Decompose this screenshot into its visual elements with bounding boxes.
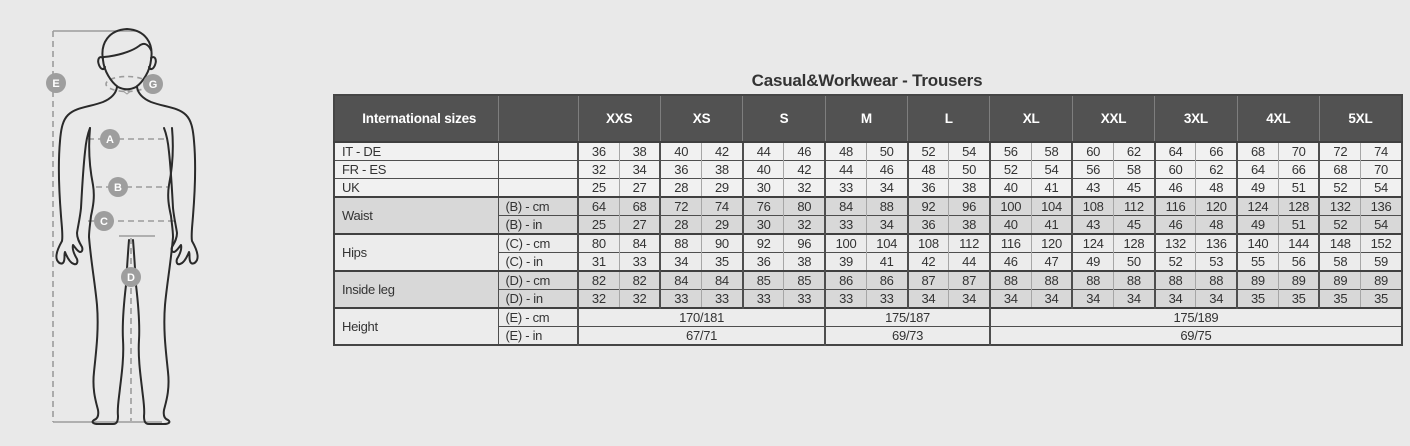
size-column-header: XS — [660, 95, 742, 142]
size-value-cell: 104 — [866, 234, 907, 253]
size-value-cell: 76 — [743, 197, 784, 216]
size-value-cell: 132 — [1319, 197, 1360, 216]
unit-label-cell: (C) - cm — [498, 234, 578, 253]
table-row — [334, 197, 1402, 216]
size-value-cell: 40 — [660, 142, 701, 161]
size-value-cell: 46 — [866, 161, 907, 179]
size-value-cell: 148 — [1319, 234, 1360, 253]
size-value-cell: 58 — [1319, 253, 1360, 272]
size-value-cell: 33 — [743, 290, 784, 309]
marker-A-label: A — [106, 134, 114, 146]
size-value-cell: 46 — [990, 253, 1031, 272]
size-value-cell: 69/73 — [825, 327, 990, 346]
size-value-cell: 86 — [825, 271, 866, 290]
unit-label-cell — [498, 142, 578, 161]
size-value-cell: 32 — [619, 290, 660, 309]
size-value-cell: 85 — [743, 271, 784, 290]
size-value-cell: 67/71 — [578, 327, 825, 346]
table-row — [334, 161, 1402, 179]
size-value-cell: 72 — [660, 197, 701, 216]
size-value-cell: 40 — [990, 179, 1031, 198]
size-value-cell: 62 — [1114, 142, 1155, 161]
size-value-cell: 43 — [1072, 179, 1113, 198]
size-value-cell: 36 — [908, 216, 949, 235]
row-label-cell: Waist — [334, 197, 498, 234]
size-value-cell: 34 — [1072, 290, 1113, 309]
size-value-cell: 104 — [1031, 197, 1072, 216]
size-value-cell: 27 — [619, 179, 660, 198]
left-arm-outline — [56, 87, 117, 264]
size-value-cell: 36 — [660, 161, 701, 179]
size-value-cell: 33 — [784, 290, 825, 309]
size-value-cell: 64 — [1237, 161, 1278, 179]
marker-B-label: B — [114, 182, 122, 194]
size-value-cell: 36 — [578, 142, 619, 161]
size-value-cell: 88 — [1072, 271, 1113, 290]
size-value-cell: 36 — [908, 179, 949, 198]
marker-G-label: G — [148, 79, 158, 91]
header-empty-cell — [498, 95, 578, 142]
size-value-cell: 59 — [1361, 253, 1402, 272]
size-value-cell: 80 — [578, 234, 619, 253]
size-value-cell: 88 — [990, 271, 1031, 290]
size-value-cell: 89 — [1361, 271, 1402, 290]
size-value-cell: 48 — [825, 142, 866, 161]
size-value-cell: 42 — [702, 142, 743, 161]
size-value-cell: 51 — [1278, 179, 1319, 198]
size-value-cell: 35 — [1278, 290, 1319, 309]
size-value-cell: 27 — [619, 216, 660, 235]
size-value-cell: 69/75 — [990, 327, 1402, 346]
size-value-cell: 120 — [1196, 197, 1237, 216]
size-value-cell: 136 — [1361, 197, 1402, 216]
size-column-header: M — [825, 95, 907, 142]
size-value-cell: 34 — [1155, 290, 1196, 309]
size-value-cell: 34 — [1031, 290, 1072, 309]
size-value-cell: 33 — [825, 216, 866, 235]
size-value-cell: 88 — [1196, 271, 1237, 290]
size-value-cell: 100 — [825, 234, 866, 253]
size-value-cell: 68 — [1237, 142, 1278, 161]
size-value-cell: 45 — [1114, 216, 1155, 235]
size-value-cell: 30 — [743, 179, 784, 198]
unit-label-cell: (D) - cm — [498, 271, 578, 290]
size-value-cell: 108 — [1072, 197, 1113, 216]
size-value-cell: 108 — [908, 234, 949, 253]
size-column-header: S — [743, 95, 825, 142]
size-value-cell: 35 — [1319, 290, 1360, 309]
size-value-cell: 34 — [866, 179, 907, 198]
size-column-header: L — [908, 95, 990, 142]
size-value-cell: 140 — [1237, 234, 1278, 253]
size-value-cell: 34 — [619, 161, 660, 179]
size-value-cell: 58 — [1114, 161, 1155, 179]
marker-B-badge — [108, 177, 128, 197]
size-value-cell: 54 — [1361, 179, 1402, 198]
size-value-cell: 56 — [1072, 161, 1113, 179]
size-value-cell: 84 — [702, 271, 743, 290]
marker-D-label: D — [127, 272, 135, 284]
size-value-cell: 51 — [1278, 216, 1319, 235]
size-value-cell: 112 — [1114, 197, 1155, 216]
size-value-cell: 25 — [578, 216, 619, 235]
size-value-cell: 88 — [660, 234, 701, 253]
size-value-cell: 48 — [1196, 216, 1237, 235]
size-value-cell: 34 — [908, 290, 949, 309]
size-value-cell: 34 — [990, 290, 1031, 309]
size-value-cell: 58 — [1031, 142, 1072, 161]
size-value-cell: 32 — [784, 216, 825, 235]
size-value-cell: 116 — [1155, 197, 1196, 216]
size-value-cell: 35 — [1361, 290, 1402, 309]
size-value-cell: 41 — [866, 253, 907, 272]
size-value-cell: 88 — [1114, 271, 1155, 290]
size-value-cell: 68 — [619, 197, 660, 216]
size-value-cell: 33 — [660, 290, 701, 309]
size-value-cell: 44 — [743, 142, 784, 161]
size-value-cell: 41 — [1031, 179, 1072, 198]
size-value-cell: 46 — [1155, 179, 1196, 198]
size-value-cell: 84 — [825, 197, 866, 216]
size-value-cell: 29 — [702, 216, 743, 235]
size-value-cell: 136 — [1196, 234, 1237, 253]
size-value-cell: 87 — [949, 271, 990, 290]
size-value-cell: 62 — [1196, 161, 1237, 179]
size-value-cell: 44 — [825, 161, 866, 179]
size-table — [333, 94, 1403, 346]
size-value-cell: 32 — [784, 179, 825, 198]
size-value-cell: 29 — [702, 179, 743, 198]
table-row — [334, 308, 1402, 327]
size-value-cell: 33 — [825, 290, 866, 309]
size-value-cell: 40 — [743, 161, 784, 179]
size-value-cell: 55 — [1237, 253, 1278, 272]
size-value-cell: 35 — [702, 253, 743, 272]
table-header-row — [334, 95, 1402, 142]
size-value-cell: 28 — [660, 179, 701, 198]
unit-label-cell: (E) - cm — [498, 308, 578, 327]
size-value-cell: 32 — [578, 161, 619, 179]
size-value-cell: 52 — [908, 142, 949, 161]
size-value-cell: 60 — [1155, 161, 1196, 179]
size-value-cell: 170/181 — [578, 308, 825, 327]
size-value-cell: 44 — [949, 253, 990, 272]
size-value-cell: 46 — [1155, 216, 1196, 235]
size-value-cell: 43 — [1072, 216, 1113, 235]
marker-D-badge — [121, 267, 141, 287]
size-value-cell: 34 — [866, 216, 907, 235]
header-international-sizes: International sizes — [334, 95, 498, 142]
size-value-cell: 42 — [908, 253, 949, 272]
marker-A-badge — [100, 129, 120, 149]
size-value-cell: 45 — [1114, 179, 1155, 198]
row-label-cell: Height — [334, 308, 498, 345]
marker-C-label: C — [100, 216, 108, 228]
size-column-header: XXS — [578, 95, 660, 142]
size-value-cell: 112 — [949, 234, 990, 253]
size-value-cell: 41 — [1031, 216, 1072, 235]
size-value-cell: 175/189 — [990, 308, 1402, 327]
table-title: Casual&Workwear - Trousers — [751, 71, 983, 90]
size-value-cell: 33 — [619, 253, 660, 272]
size-value-cell: 64 — [1155, 142, 1196, 161]
size-value-cell: 54 — [1031, 161, 1072, 179]
size-value-cell: 80 — [784, 197, 825, 216]
body-outline — [56, 29, 197, 424]
size-value-cell: 84 — [619, 234, 660, 253]
size-value-cell: 82 — [578, 271, 619, 290]
size-value-cell: 31 — [578, 253, 619, 272]
size-value-cell: 100 — [990, 197, 1031, 216]
size-value-cell: 89 — [1237, 271, 1278, 290]
size-value-cell: 74 — [702, 197, 743, 216]
size-value-cell: 50 — [949, 161, 990, 179]
size-value-cell: 52 — [990, 161, 1031, 179]
size-value-cell: 124 — [1237, 197, 1278, 216]
size-value-cell: 47 — [1031, 253, 1072, 272]
size-value-cell: 49 — [1237, 179, 1278, 198]
row-label-cell: IT - DE — [334, 142, 498, 161]
size-value-cell: 36 — [743, 253, 784, 272]
table-body — [334, 142, 1402, 345]
unit-label-cell: (D) - in — [498, 290, 578, 309]
size-value-cell: 30 — [743, 216, 784, 235]
size-value-cell: 124 — [1072, 234, 1113, 253]
size-value-cell: 52 — [1319, 179, 1360, 198]
size-value-cell: 38 — [949, 179, 990, 198]
size-value-cell: 42 — [784, 161, 825, 179]
unit-label-cell: (B) - cm — [498, 197, 578, 216]
size-value-cell: 96 — [784, 234, 825, 253]
size-value-cell: 92 — [908, 197, 949, 216]
size-value-cell: 34 — [949, 290, 990, 309]
size-value-cell: 38 — [784, 253, 825, 272]
size-value-cell: 66 — [1196, 142, 1237, 161]
size-value-cell: 72 — [1319, 142, 1360, 161]
size-value-cell: 49 — [1237, 216, 1278, 235]
size-value-cell: 90 — [702, 234, 743, 253]
size-value-cell: 64 — [578, 197, 619, 216]
size-value-cell: 52 — [1319, 216, 1360, 235]
size-value-cell: 88 — [1155, 271, 1196, 290]
body-measurement-diagram — [0, 0, 270, 446]
size-value-cell: 34 — [1196, 290, 1237, 309]
marker-E-badge — [46, 73, 66, 93]
row-label-cell: Inside leg — [334, 271, 498, 308]
size-value-cell: 56 — [1278, 253, 1319, 272]
size-value-cell: 54 — [949, 142, 990, 161]
size-value-cell: 50 — [866, 142, 907, 161]
neck-measure-tick — [123, 90, 131, 94]
marker-E-label: E — [52, 78, 60, 90]
size-value-cell: 48 — [908, 161, 949, 179]
table-row — [334, 179, 1402, 198]
size-value-cell: 39 — [825, 253, 866, 272]
size-value-cell: 89 — [1278, 271, 1319, 290]
size-column-header: 5XL — [1319, 95, 1401, 142]
size-value-cell: 82 — [619, 271, 660, 290]
size-value-cell: 88 — [1031, 271, 1072, 290]
size-value-cell: 87 — [908, 271, 949, 290]
right-arm-outline — [137, 87, 198, 264]
size-value-cell: 52 — [1155, 253, 1196, 272]
size-column-header: 3XL — [1155, 95, 1237, 142]
size-value-cell: 34 — [1114, 290, 1155, 309]
size-value-cell: 120 — [1031, 234, 1072, 253]
size-value-cell: 86 — [866, 271, 907, 290]
unit-label-cell — [498, 161, 578, 179]
size-value-cell: 66 — [1278, 161, 1319, 179]
size-value-cell: 46 — [784, 142, 825, 161]
marker-C-badge — [94, 211, 114, 231]
table-row — [334, 271, 1402, 290]
unit-label-cell — [498, 179, 578, 198]
size-value-cell: 68 — [1319, 161, 1360, 179]
row-label-cell: FR - ES — [334, 161, 498, 179]
size-value-cell: 116 — [990, 234, 1031, 253]
size-value-cell: 132 — [1155, 234, 1196, 253]
size-table-section — [333, 71, 1401, 346]
unit-label-cell: (C) - in — [498, 253, 578, 272]
size-column-header: XL — [990, 95, 1072, 142]
size-value-cell: 53 — [1196, 253, 1237, 272]
row-label-cell: UK — [334, 179, 498, 198]
size-value-cell: 28 — [660, 216, 701, 235]
size-value-cell: 85 — [784, 271, 825, 290]
size-value-cell: 34 — [660, 253, 701, 272]
size-value-cell: 50 — [1114, 253, 1155, 272]
size-value-cell: 33 — [866, 290, 907, 309]
marker-G-badge — [143, 74, 163, 94]
size-value-cell: 56 — [990, 142, 1031, 161]
size-column-header: 4XL — [1237, 95, 1319, 142]
size-value-cell: 96 — [949, 197, 990, 216]
size-value-cell: 33 — [825, 179, 866, 198]
row-label-cell: Hips — [334, 234, 498, 271]
size-value-cell: 92 — [743, 234, 784, 253]
table-row — [334, 142, 1402, 161]
size-value-cell: 33 — [702, 290, 743, 309]
hair-line — [104, 44, 151, 57]
size-value-cell: 38 — [949, 216, 990, 235]
size-value-cell: 70 — [1278, 142, 1319, 161]
size-value-cell: 152 — [1361, 234, 1402, 253]
size-value-cell: 128 — [1278, 197, 1319, 216]
size-value-cell: 35 — [1237, 290, 1278, 309]
size-column-header: XXL — [1072, 95, 1154, 142]
size-value-cell: 40 — [990, 216, 1031, 235]
size-value-cell: 84 — [660, 271, 701, 290]
size-value-cell: 70 — [1361, 161, 1402, 179]
size-value-cell: 54 — [1361, 216, 1402, 235]
size-value-cell: 38 — [702, 161, 743, 179]
unit-label-cell: (B) - in — [498, 216, 578, 235]
size-value-cell: 49 — [1072, 253, 1113, 272]
size-value-cell: 144 — [1278, 234, 1319, 253]
size-value-cell: 88 — [866, 197, 907, 216]
unit-label-cell: (E) - in — [498, 327, 578, 346]
size-value-cell: 25 — [578, 179, 619, 198]
size-value-cell: 74 — [1361, 142, 1402, 161]
table-row — [334, 234, 1402, 253]
size-value-cell: 60 — [1072, 142, 1113, 161]
size-value-cell: 128 — [1114, 234, 1155, 253]
size-value-cell: 48 — [1196, 179, 1237, 198]
size-value-cell: 38 — [619, 142, 660, 161]
size-value-cell: 32 — [578, 290, 619, 309]
size-value-cell: 175/187 — [825, 308, 990, 327]
size-value-cell: 89 — [1319, 271, 1360, 290]
